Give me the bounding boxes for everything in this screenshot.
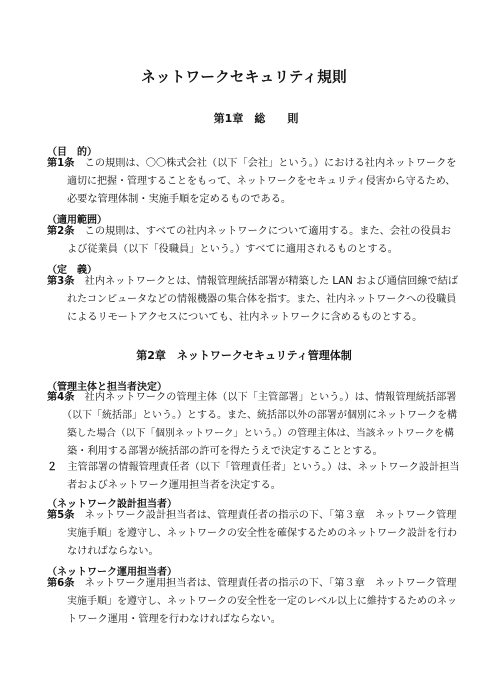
article-3-text-1: 社内ネットワークとは、情報管理統括部署が精築した LAN および通信回線で結ば: [84, 276, 459, 287]
article-1-heading: （目 的）: [47, 147, 97, 158]
article-5-number: 第5条: [47, 510, 75, 521]
article-3-heading: （定 義）: [47, 265, 97, 276]
article-4-paragraph-2-line-1: [47, 463, 460, 473]
article-4-line-4: 築・利用する部署が統括部の許可を得たうえで決定することとする。: [67, 446, 383, 457]
article-2-number: 第2条: [47, 226, 75, 237]
article-2-heading: （適用範囲）: [47, 215, 107, 226]
article-4-text-1: 社内ネットワークの管理主体（以下「主管部署」という。）は、情報管理統括部署: [84, 392, 457, 403]
article-1-text-1: この規則は、〇〇株式会社（以下「会社」という。）における社内ネットワークを: [84, 158, 457, 169]
article-1-line-1: [47, 159, 457, 169]
article-6-number: 第6条: [47, 578, 75, 589]
document-title: ネットワークセキュリティ規則: [141, 70, 347, 86]
article-3-number: 第3条: [47, 276, 75, 287]
article-4-line-1: [47, 393, 457, 403]
article-5-text-1: ネットワーク設計担当者は、管理責任者の指示の下、「第３章 ネットワーク管理: [84, 510, 457, 521]
article-5-line-1: [47, 511, 457, 521]
article-2-line-1: [47, 227, 451, 237]
article-6-line-2: 実施手順」を遵守し、ネットワークの安全性を一定のレベル以上に維持するためのネッ: [67, 596, 457, 607]
chapter-2-heading: 第2章 ネットワークセキュリティ管理体制: [136, 349, 352, 362]
article-4-paragraph-2-number: ２: [47, 462, 58, 473]
chapter-1-heading: 第1章 総 則: [213, 112, 299, 125]
article-4-line-2: （以下「統括部」という。）とする。また、統括部以外の部署が個別にネットワークを構: [62, 410, 457, 421]
article-2-line-2: よび従業員（以下「役職員」という。）すべてに適用されるものとする。: [67, 244, 398, 255]
article-2-text-1: この規則は、すべての社内ネットワークについて適用する。また、会社の役員お: [84, 226, 451, 237]
article-6-line-3: トワーク運用・管理を行わなければならない。: [67, 614, 281, 625]
article-4-paragraph-2-line-2: 者およびネットワーク運用担当者を決定する。: [67, 480, 281, 491]
article-4-paragraph-2-text-1: 主管部署の情報管理責任者（以下「管理責任者」という。）は、ネットワーク設計担当: [67, 462, 460, 473]
article-6-line-1: [47, 579, 457, 589]
article-1-line-2: 適切に把握・管理することをもって、ネットワークをセキュリティ侵害から守るため、: [67, 176, 456, 187]
article-5-line-2: 実施手順」を遵守し、ネットワークの安全性を確保するためのネットワーク設計を行わ: [67, 528, 457, 539]
article-5-line-3: なければならない。: [67, 546, 159, 557]
article-1-number: 第1条: [47, 158, 75, 169]
article-4-heading: （管理主体と担当者決定）: [47, 382, 167, 393]
article-3-line-2: れたコンピュータなどの情報機器の集合体を指す。また、社内ネットワークへの役職員: [67, 294, 457, 305]
article-5-heading: （ネットワーク設計担当者）: [47, 499, 177, 510]
article-6-text-1: ネットワーク運用担当者は、管理責任者の指示の下、「第３章 ネットワーク管理: [84, 578, 457, 589]
article-3-line-1: [47, 277, 458, 287]
article-3-line-3: によるリモートアクセスについても、社内ネットワークに含めるものとする。: [67, 312, 423, 323]
article-6-heading: （ネットワーク運用担当者）: [47, 567, 177, 578]
article-1-line-3: 必要な管理体制・実施手順を定めるものである。: [67, 194, 292, 205]
article-4-line-3: 築した場合（以下「個別ネットワーク」という。）の管理主体は、当該ネットワークを構: [67, 428, 454, 439]
article-4-number: 第4条: [47, 392, 75, 403]
